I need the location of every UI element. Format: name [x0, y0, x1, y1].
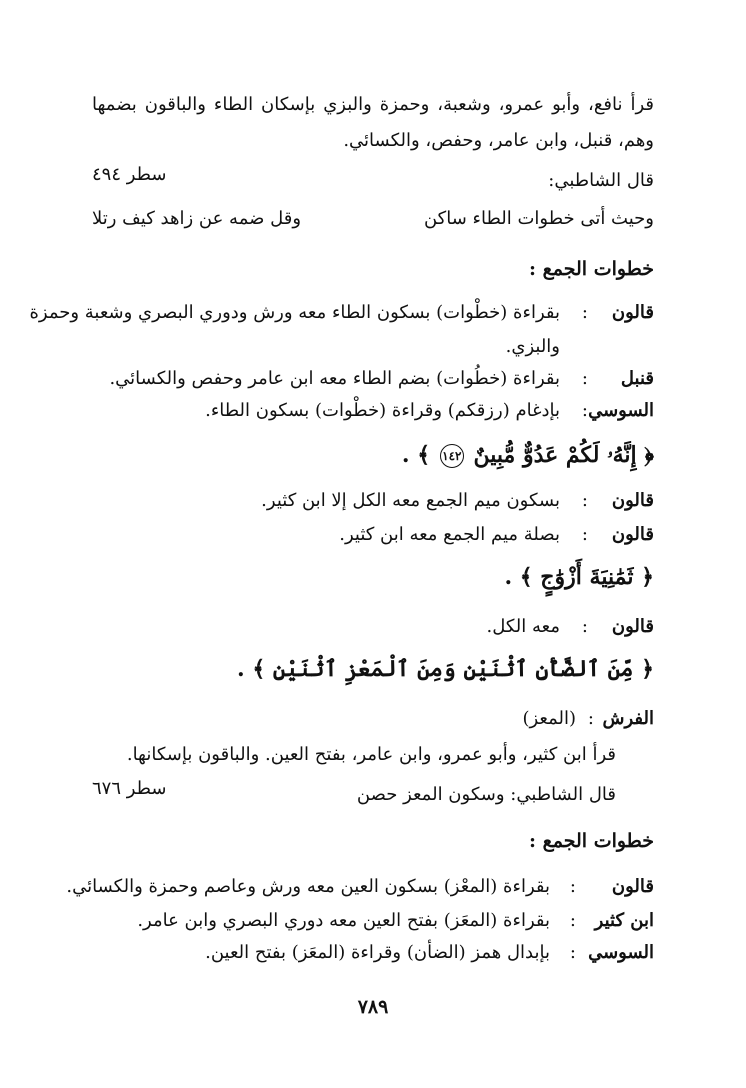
- row-label: السوسي: [588, 942, 654, 963]
- ayah-number-badge: ١٤٢: [440, 444, 464, 468]
- colon: :: [569, 910, 576, 931]
- verse1-hemistich-1: وحيث أتى خطوات الطاء ساكن: [423, 208, 654, 229]
- row-text: معه الكل.: [486, 616, 560, 637]
- row-label: قالون: [611, 876, 654, 897]
- ayah-close: ﴾ .: [401, 442, 431, 468]
- colon: :: [581, 490, 588, 511]
- row-text: بقراءة (المعْز) بسكون العين معه ورش وعاصم وحمزة والكسائي.: [66, 876, 550, 897]
- farsh-verse-intro: قال الشاطبي: وسكون المعز حصن: [356, 784, 616, 805]
- colon: :: [581, 302, 588, 323]
- colon: :: [569, 876, 576, 897]
- verse1-hemistich-2: وقل ضمه عن زاهد كيف رتلا: [92, 208, 302, 229]
- colon: :: [587, 708, 594, 729]
- row-text: بإبدال همز (الضأن) وقراءة (المعَز) بفتح العين.: [205, 942, 550, 963]
- row-label: قالون: [611, 302, 654, 323]
- quran-ayah: ﴿ مِّنَ ٱلضَّأْنِ ٱثْنَيْنِ وَمِنَ ٱلْمَعْزِ ٱثْنَيْنِ ﴾ .: [237, 656, 654, 682]
- verse1-intro: قال الشاطبي:: [548, 170, 654, 191]
- row-label: ابن كثير: [594, 910, 654, 931]
- colon: :: [569, 942, 576, 963]
- row-label: قنبل: [620, 368, 654, 389]
- row-text: بقراءة (المعَز) بفتح العين معه دوري البصري وابن عامر.: [137, 910, 550, 931]
- page-number: ٧٨٩: [357, 996, 389, 1018]
- verse1-ref: سطر ٤٩٤: [92, 164, 167, 185]
- row-text: بسكون ميم الجمع معه الكل إلا ابن كثير.: [261, 490, 560, 511]
- row-label: قالون: [611, 524, 654, 545]
- row-text: بصلة ميم الجمع معه ابن كثير.: [339, 524, 560, 545]
- intro-line-1: قرأ نافع، وأبو عمرو، وشعبة، وحمزة والبزي بإسكان الطاء والباقون بضمها: [92, 94, 654, 115]
- colon: :: [581, 616, 588, 637]
- row-text: بقراءة (خطْوات) بسكون الطاء معه ورش ودوري البصري وشعبة وحمزة: [29, 302, 560, 323]
- row-label: السوسي: [588, 400, 654, 421]
- section2-heading: خطوات الجمع :: [529, 830, 654, 852]
- colon: :: [581, 400, 588, 421]
- section1-heading: خطوات الجمع :: [529, 258, 654, 280]
- quran-ayah: [402, 440, 654, 470]
- farsh-line: قرأ ابن كثير، وأبو عمرو، وابن عامر، بفتح العين. والباقون بإسكانها.: [126, 744, 616, 765]
- row-text: بقراءة (خطُوات) بضم الطاء معه ابن عامر وحفص والكسائي.: [109, 368, 560, 389]
- colon: :: [581, 368, 588, 389]
- colon: :: [581, 524, 588, 545]
- quran-ayah: ﴿ ثَمَٰنِيَةَ أَزْوَٰجٍ ﴾ .: [504, 564, 654, 590]
- intro-line-2: وهم، قنبل، وابن عامر، وحفص، والكسائي.: [343, 130, 654, 151]
- ayah-text: ﴿ إِنَّهُۥ لَكُمْ عَدُوٌّ مُّبِينٌ: [473, 442, 654, 468]
- row-label: قالون: [611, 490, 654, 511]
- row-label: قالون: [611, 616, 654, 637]
- farsh-ref: سطر ٦٧٦: [92, 778, 167, 799]
- row-text-continuation: والبزي.: [505, 336, 560, 357]
- farsh-label: الفرش: [602, 708, 654, 729]
- row-text: بإدغام (رزقكم) وقراءة (خطْوات) بسكون الطاء.: [205, 400, 560, 421]
- farsh-word: (المعز): [522, 708, 576, 729]
